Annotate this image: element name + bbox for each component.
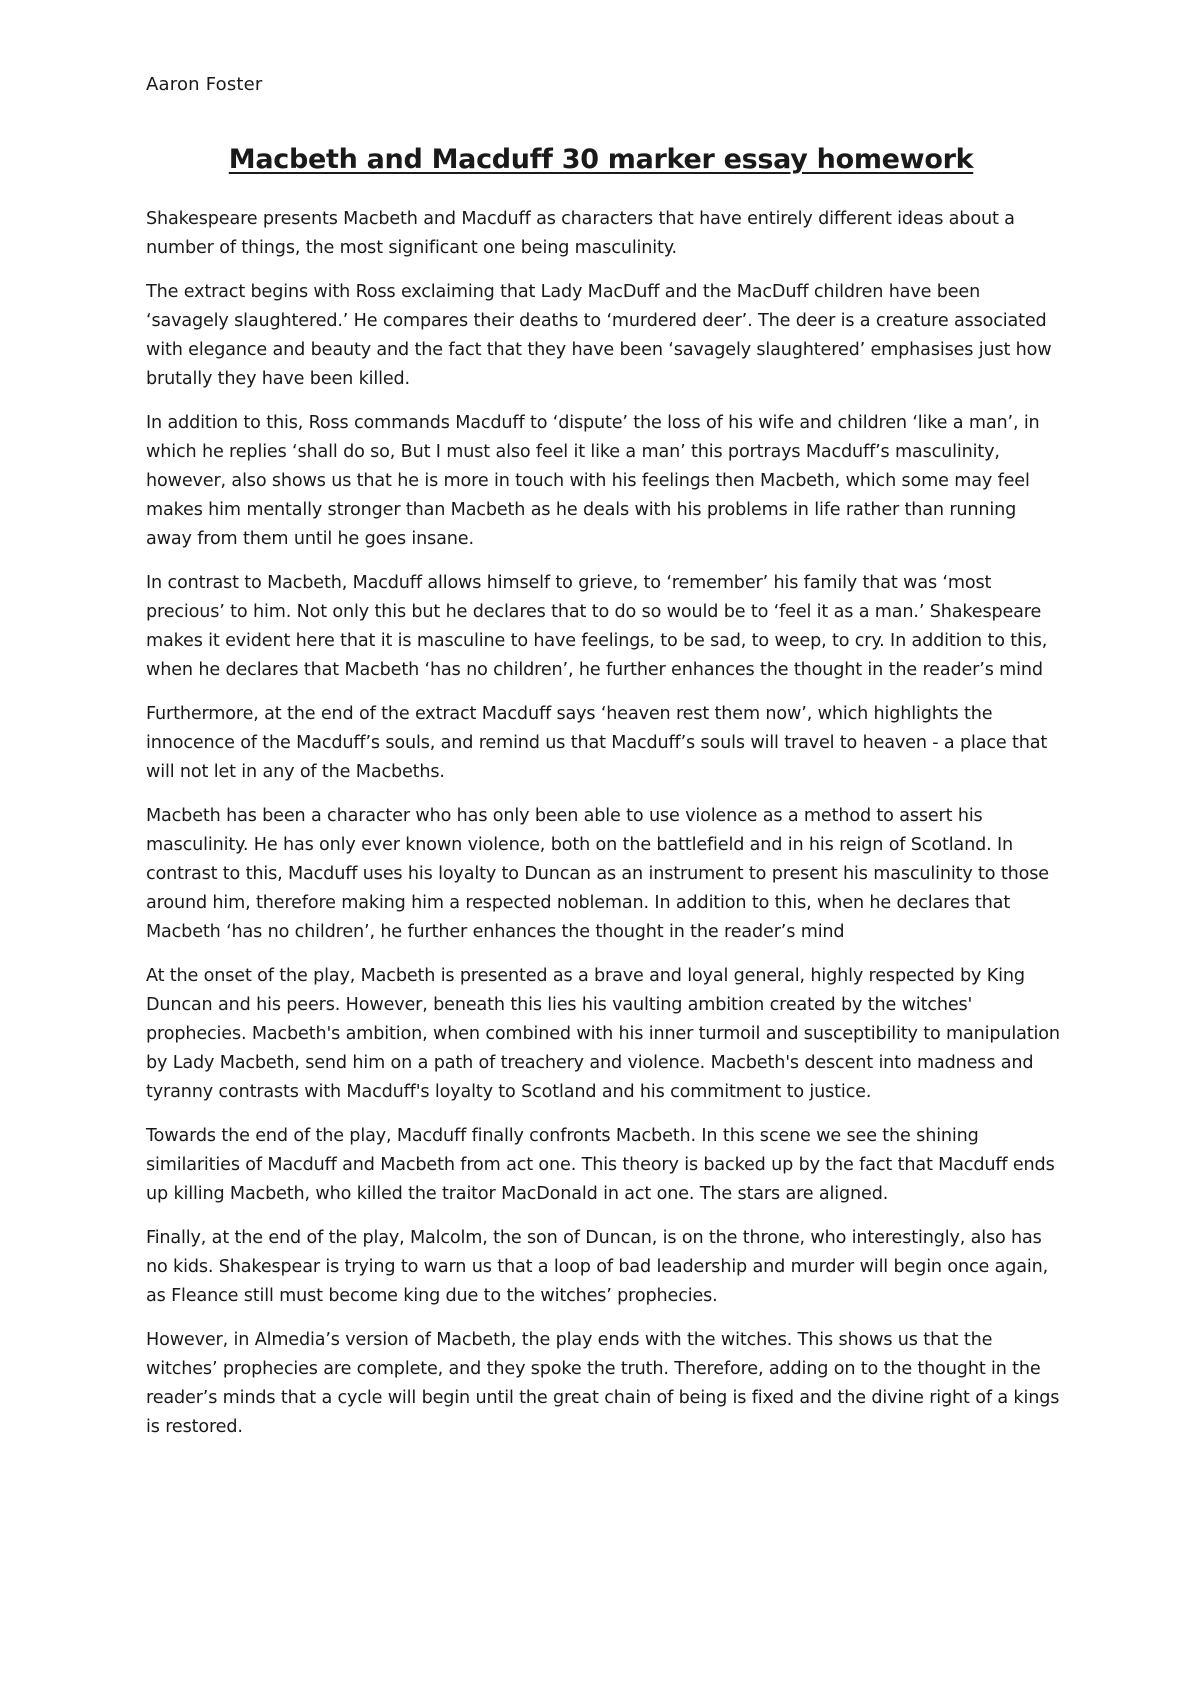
- essay-title: Macbeth and Macduff 30 marker essay homework: [228, 144, 974, 175]
- paragraph-6: Macbeth has been a character who has only been able to use violence as a method to assert his masculinity. He has only ever known violence, both on the battlefield and in his reign of Scotland. In contrast to this, Macduff uses his loyalty to Duncan as an instrument to present his masculinity to those around him, therefore making him a respected nobleman. In addition to this, when he declares that Macbeth ‘has no children’, he further enhances the thought in the reader’s mind: [146, 806, 1049, 942]
- paragraph-2: The extract begins with Ross exclaiming that Lady MacDuff and the MacDuff children have been ‘savagely slaughtered.’ He compares their deaths to ‘murdered deer’. The deer is a creature associated with elegance and beauty and the fact that they have been ‘savagely slaughtered’ emphasises just how brutally they have been killed.: [146, 282, 1052, 389]
- paragraph-9: Finally, at the end of the play, Malcolm, the son of Duncan, is on the throne, who interestingly, also has no kids. Shakespear is trying to warn us that a loop of bad leadership and murder will begin once again, as Fleance still must become king due to the witches’ prophecies.: [146, 1228, 1049, 1306]
- paragraph-1: Shakespeare presents Macbeth and Macduff as characters that have entirely different ideas about a number of things, the most significant one being masculinity.: [146, 209, 1015, 258]
- paragraph-4: In contrast to Macbeth, Macduff allows himself to grieve, to ‘remember’ his family that was ‘most precious’ to him. Not only this but he declares that to do so would be to ‘feel it as a man.’ Shakespeare makes it evident here that it is masculine to have feelings, to be sad, to weep, to cry. In addition to this, when he declares that Macbeth ‘has no children’, he further enhances the thought in the reader’s mind: [146, 573, 1048, 680]
- paragraph-7: At the onset of the play, Macbeth is presented as a brave and loyal general, highly respected by King Duncan and his peers. However, beneath this lies his vaulting ambition created by the witches' prophecies. Macbeth's ambition, when combined with his inner turmoil and susceptibility to manipulation by Lady Macbeth, send him on a path of treachery and violence. Macbeth's descent into madness and tyranny contrasts with Macduff's loyalty to Scotland and his commitment to justice.: [146, 966, 1060, 1102]
- paragraph-3: In addition to this, Ross commands Macduff to ‘dispute’ the loss of his wife and children ‘like a man’, in which he replies ‘shall do so, But I must also feel it like a man’ this portrays Macduff’s masculinity, however, also shows us that he is more in touch with his feelings then Macbeth, which some may feel makes him mentally stronger than Macbeth as he deals with his problems in life rather than running away from them until he goes insane.: [146, 413, 1040, 549]
- essay-body: [146, 205, 1066, 1457]
- author-name: Aaron Foster: [146, 74, 263, 95]
- paragraph-5: Furthermore, at the end of the extract Macduff says ‘heaven rest them now’, which highlights the innocence of the Macduff’s souls, and remind us that Macduff’s souls will travel to heaven - a place that will not let in any of the Macbeths.: [146, 704, 1048, 782]
- paragraph-8: Towards the end of the play, Macduff finally confronts Macbeth. In this scene we see the shining similarities of Macduff and Macbeth from act one. This theory is backed up by the fact that Macduff ends up killing Macbeth, who killed the traitor MacDonald in act one. The stars are aligned.: [146, 1126, 1055, 1204]
- paragraph-10: However, in Almedia’s version of Macbeth, the play ends with the witches. This shows us that the witches’ prophecies are complete, and they spoke the truth. Therefore, adding on to the thought in the reader’s minds that a cycle will begin until the great chain of being is fixed and the divine right of a kings is restored.: [146, 1330, 1060, 1437]
